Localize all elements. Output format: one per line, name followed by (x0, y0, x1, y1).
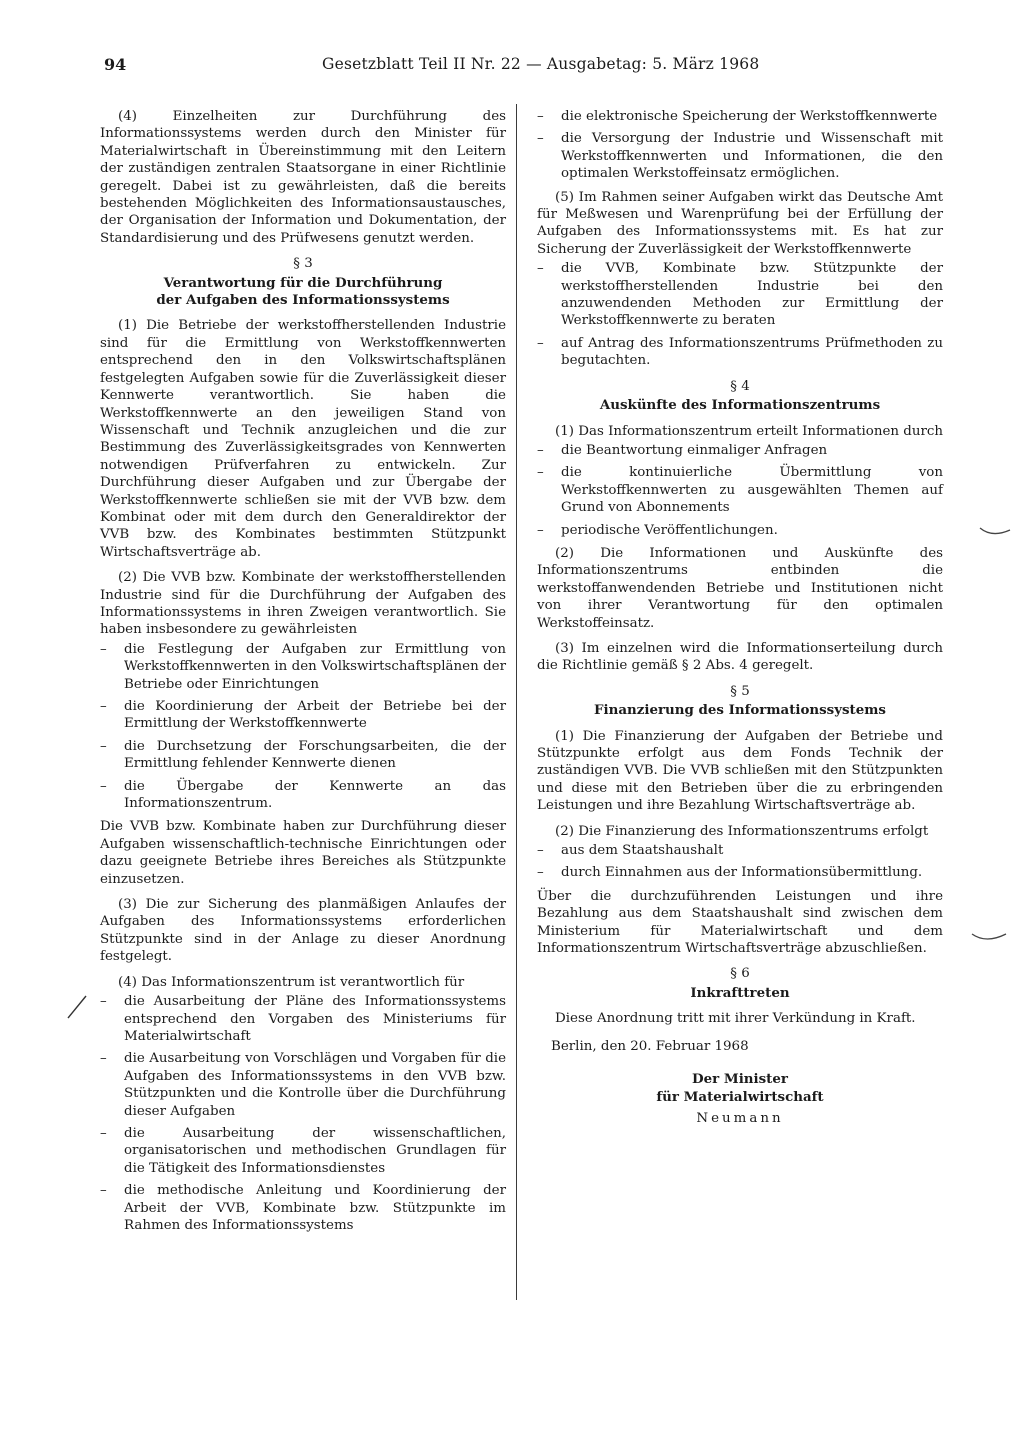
paragraph-2-4: (4) Einzelheiten zur Durchführung des Informationssystems werden durch den Minister für Materialwirtschaft in Übereinstimmung mit den Leitern der zuständigen zentralen Staatsorgane in einer Richtlinie geregelt. Dabei ist zu gewährleisten, daß die bereits bestehenden Möglichkeiten des Informationsaustausches, der Organisation der Information und Dokumentation, der Standardisierung und des Prüfwesens genutzt werden. (100, 109, 506, 246)
paragraph-4-3: (3) Im einzelnen wird die Informationserteilung durch die Richtlinie gemäß § 2 Abs. 4 geregelt. (537, 640, 943, 674)
list-item: – die VVB, Kombinate bzw. Stützpunkte der werkstoffherstellenden Industrie bei den anzuwendenden Methoden zur Ermittlung der Werkstoffkennwerte zu beraten (537, 260, 943, 330)
list-item: – durch Einnahmen aus der Informationsübermittlung. (537, 864, 943, 881)
paragraph-3-5: (5) Im Rahmen seiner Aufgaben wirkt das Deutsche Amt für Meßwesen und Warenprüfung bei der Erfüllung der Aufgaben des Informationssystems mit. Es hat zur Sicherung der Zuverlässigkeit der Werkstoffkennwerte (537, 189, 943, 257)
paragraph-4-1: (1) Das Informationszentrum erteilt Informationen durch (555, 423, 943, 439)
paragraph-3-2: (2) Die VVB bzw. Kombinate der werkstoffherstellenden Industrie sind für die Durchführung der Aufgaben des Informationssystems in ihren Zweigen verantwortlich. Sie haben insbesondere zu gewährleisten (100, 570, 506, 638)
paragraph-3-2-after: Die VVB bzw. Kombinate haben zur Durchführung dieser Aufgaben wissenschaftlich-technische Einrichtungen oder dazu geeignete Betriebe ihres Bereiches als Stützpunkte einzusetzen. (100, 819, 506, 887)
paragraph-6-1: Diese Anordnung tritt mit ihrer Verkündung in Kraft. (555, 1011, 916, 1027)
section-6-number: § 6 (730, 966, 750, 982)
list-item: – die elektronische Speicherung der Werkstoffkennwerte (537, 108, 943, 125)
paragraph-5-2: (2) Die Finanzierung des Informationszentrums erfolgt (555, 823, 929, 839)
paragraph-3-3: (3) Die zur Sicherung des planmäßigen Anlaufes der Aufgaben des Informationssystems erforderlichen Stützpunkte sind in der Anlage zu dieser Anordnung festgelegt. (100, 897, 506, 965)
list-item: – die Ausarbeitung der Pläne des Informationssystems entsprechend den Vorgaben des Ministeriums für Materialwirtschaft (100, 993, 506, 1045)
list-5-2 (537, 842, 943, 882)
list-item: – auf Antrag des Informationszentrums Prüfmethoden zu begutachten. (537, 335, 943, 370)
paragraph-4-2: (2) Die Informationen und Auskünfte des Informationszentrums entbinden die werkstoffanwendenden Betriebe und Institutionen nicht von ihrer Verantwortung für den optimalen Werkstoffeinsatz. (537, 545, 943, 631)
list-item: – die kontinuierliche Übermittlung von Werkstoffkennwerten zu ausgewählten Themen auf Grund von Abonnements (537, 464, 943, 516)
list-item: – die Festlegung der Aufgaben zur Ermittlung von Werkstoffkennwerten in den Volkswirtschaftsplänen der Betriebe oder Einrichtungen (100, 641, 506, 693)
list-item: – die Versorgung der Industrie und Wissenschaft mit Werkstoffkennwerten und Informationen, die den optimalen Werkstoffeinsatz ermöglichen. (537, 130, 943, 182)
list-3-4 (100, 993, 506, 1234)
section-3-title (100, 275, 506, 310)
signature-title-line-2: für Materialwirtschaft (656, 1088, 824, 1105)
margin-slash-mark (62, 992, 92, 1022)
list-3-4-continued (537, 108, 943, 183)
section-4-number: § 4 (730, 378, 750, 394)
list-item: – die Übergabe der Kennwerte an das Informationszentrum. (100, 778, 506, 813)
paragraph-5-2-after: Über die durchzuführenden Leistungen und ihre Bezahlung aus dem Staatshaushalt sind zwischen dem Ministerium für Materialwirtschaft und dem Informationszentrum Wirtschaftsverträge abzuschließen. (537, 888, 943, 957)
paragraph-3-4: (4) Das Informationszentrum ist verantwortlich für (118, 974, 465, 990)
signature-title-line-1: Der Minister (692, 1071, 788, 1088)
margin-tick-mark-upper (976, 524, 1016, 540)
margin-tick-mark-lower (968, 928, 1012, 946)
running-title: Gesetzblatt Teil II Nr. 22 — Ausgabetag: 5. März 1968 (322, 55, 760, 73)
section-6-title: Inkrafttreten (690, 984, 790, 1001)
signature-name: Neumann (696, 1110, 784, 1126)
list-item: – periodische Veröffentlichungen. (537, 522, 943, 539)
list-item: – aus dem Staatshaushalt (537, 842, 943, 859)
list-item: – die Ausarbeitung der wissenschaftlichen, organisatorischen und methodischen Grundlagen für die Tätigkeit des Informationsdienstes (100, 1125, 506, 1177)
list-item: – die Ausarbeitung von Vorschlägen und Vorgaben für die Aufgaben des Informationssystems in den VVB bzw. Stützpunkten und die Kontrolle über die Durchführung dieser Aufgaben (100, 1050, 506, 1120)
place-and-date: Berlin, den 20. Februar 1968 (551, 1038, 749, 1054)
list-item: – die Koordinierung der Arbeit der Betriebe bei der Ermittlung der Werkstoffkennwerte (100, 698, 506, 733)
page-number: 94 (104, 55, 127, 74)
paragraph-5-1: (1) Die Finanzierung der Aufgaben der Betriebe und Stützpunkte erfolgt aus dem Fonds Technik der zuständigen VVB. Die VVB schließen mit den Stützpunkten und diese mit den Betrieben über die zu erbringenden Leistungen und ihre Bezahlung Wirtschaftsverträge ab. (537, 728, 943, 814)
right-column (537, 108, 943, 1127)
list-3-2 (100, 641, 506, 813)
section-3-number: § 3 (293, 256, 313, 272)
section-5-number: § 5 (730, 683, 750, 699)
left-column (100, 108, 506, 1240)
paragraph-3-1: (1) Die Betriebe der werkstoffherstellenden Industrie sind für die Ermittlung von Werkstoffkennwerten entsprechend den in den Volkswirtschaftsplänen festgelegten Aufgaben sowie für die Zuverlässigkeit dieser Kennwerte verantwortlich. Sie haben die Werkstoffkennwerte an den jeweiligen Stand von Wissenschaft und Technik anzugleichen und die zur Bestimmung des Zuverlässigkeitsgrades von Kennwerten notwendigen Prüfverfahren zu entwickeln. Zur Durchführung dieser Aufgaben und zur Übergabe der Werkstoffkennwerte schließen sie mit der VVB bzw. dem Kombinat oder mit dem durch den Generaldirektor der VVB bzw. des Kombinates bestimmten Stützpunkt Wirtschaftsverträge ab. (100, 318, 506, 560)
page-header (104, 55, 954, 81)
list-4-1 (537, 442, 943, 539)
signature-block (537, 1071, 943, 1106)
column-divider (516, 104, 517, 1300)
section-3-title-line-2: der Aufgaben des Informationssystems (156, 292, 450, 309)
list-item: – die methodische Anleitung und Koordinierung der Arbeit der VVB, Kombinate bzw. Stützpunkte im Rahmen des Informationssystems (100, 1182, 506, 1234)
section-5-title: Finanzierung des Informationssystems (594, 702, 886, 719)
list-3-5 (537, 260, 943, 369)
list-item: – die Durchsetzung der Forschungsarbeiten, die der Ermittlung fehlender Kennwerte dienen (100, 738, 506, 773)
section-4-title: Auskünfte des Informationszentrums (599, 397, 881, 414)
list-item: – die Beantwortung einmaliger Anfragen (537, 442, 943, 459)
section-3-title-line-1: Verantwortung für die Durchführung (163, 274, 443, 291)
